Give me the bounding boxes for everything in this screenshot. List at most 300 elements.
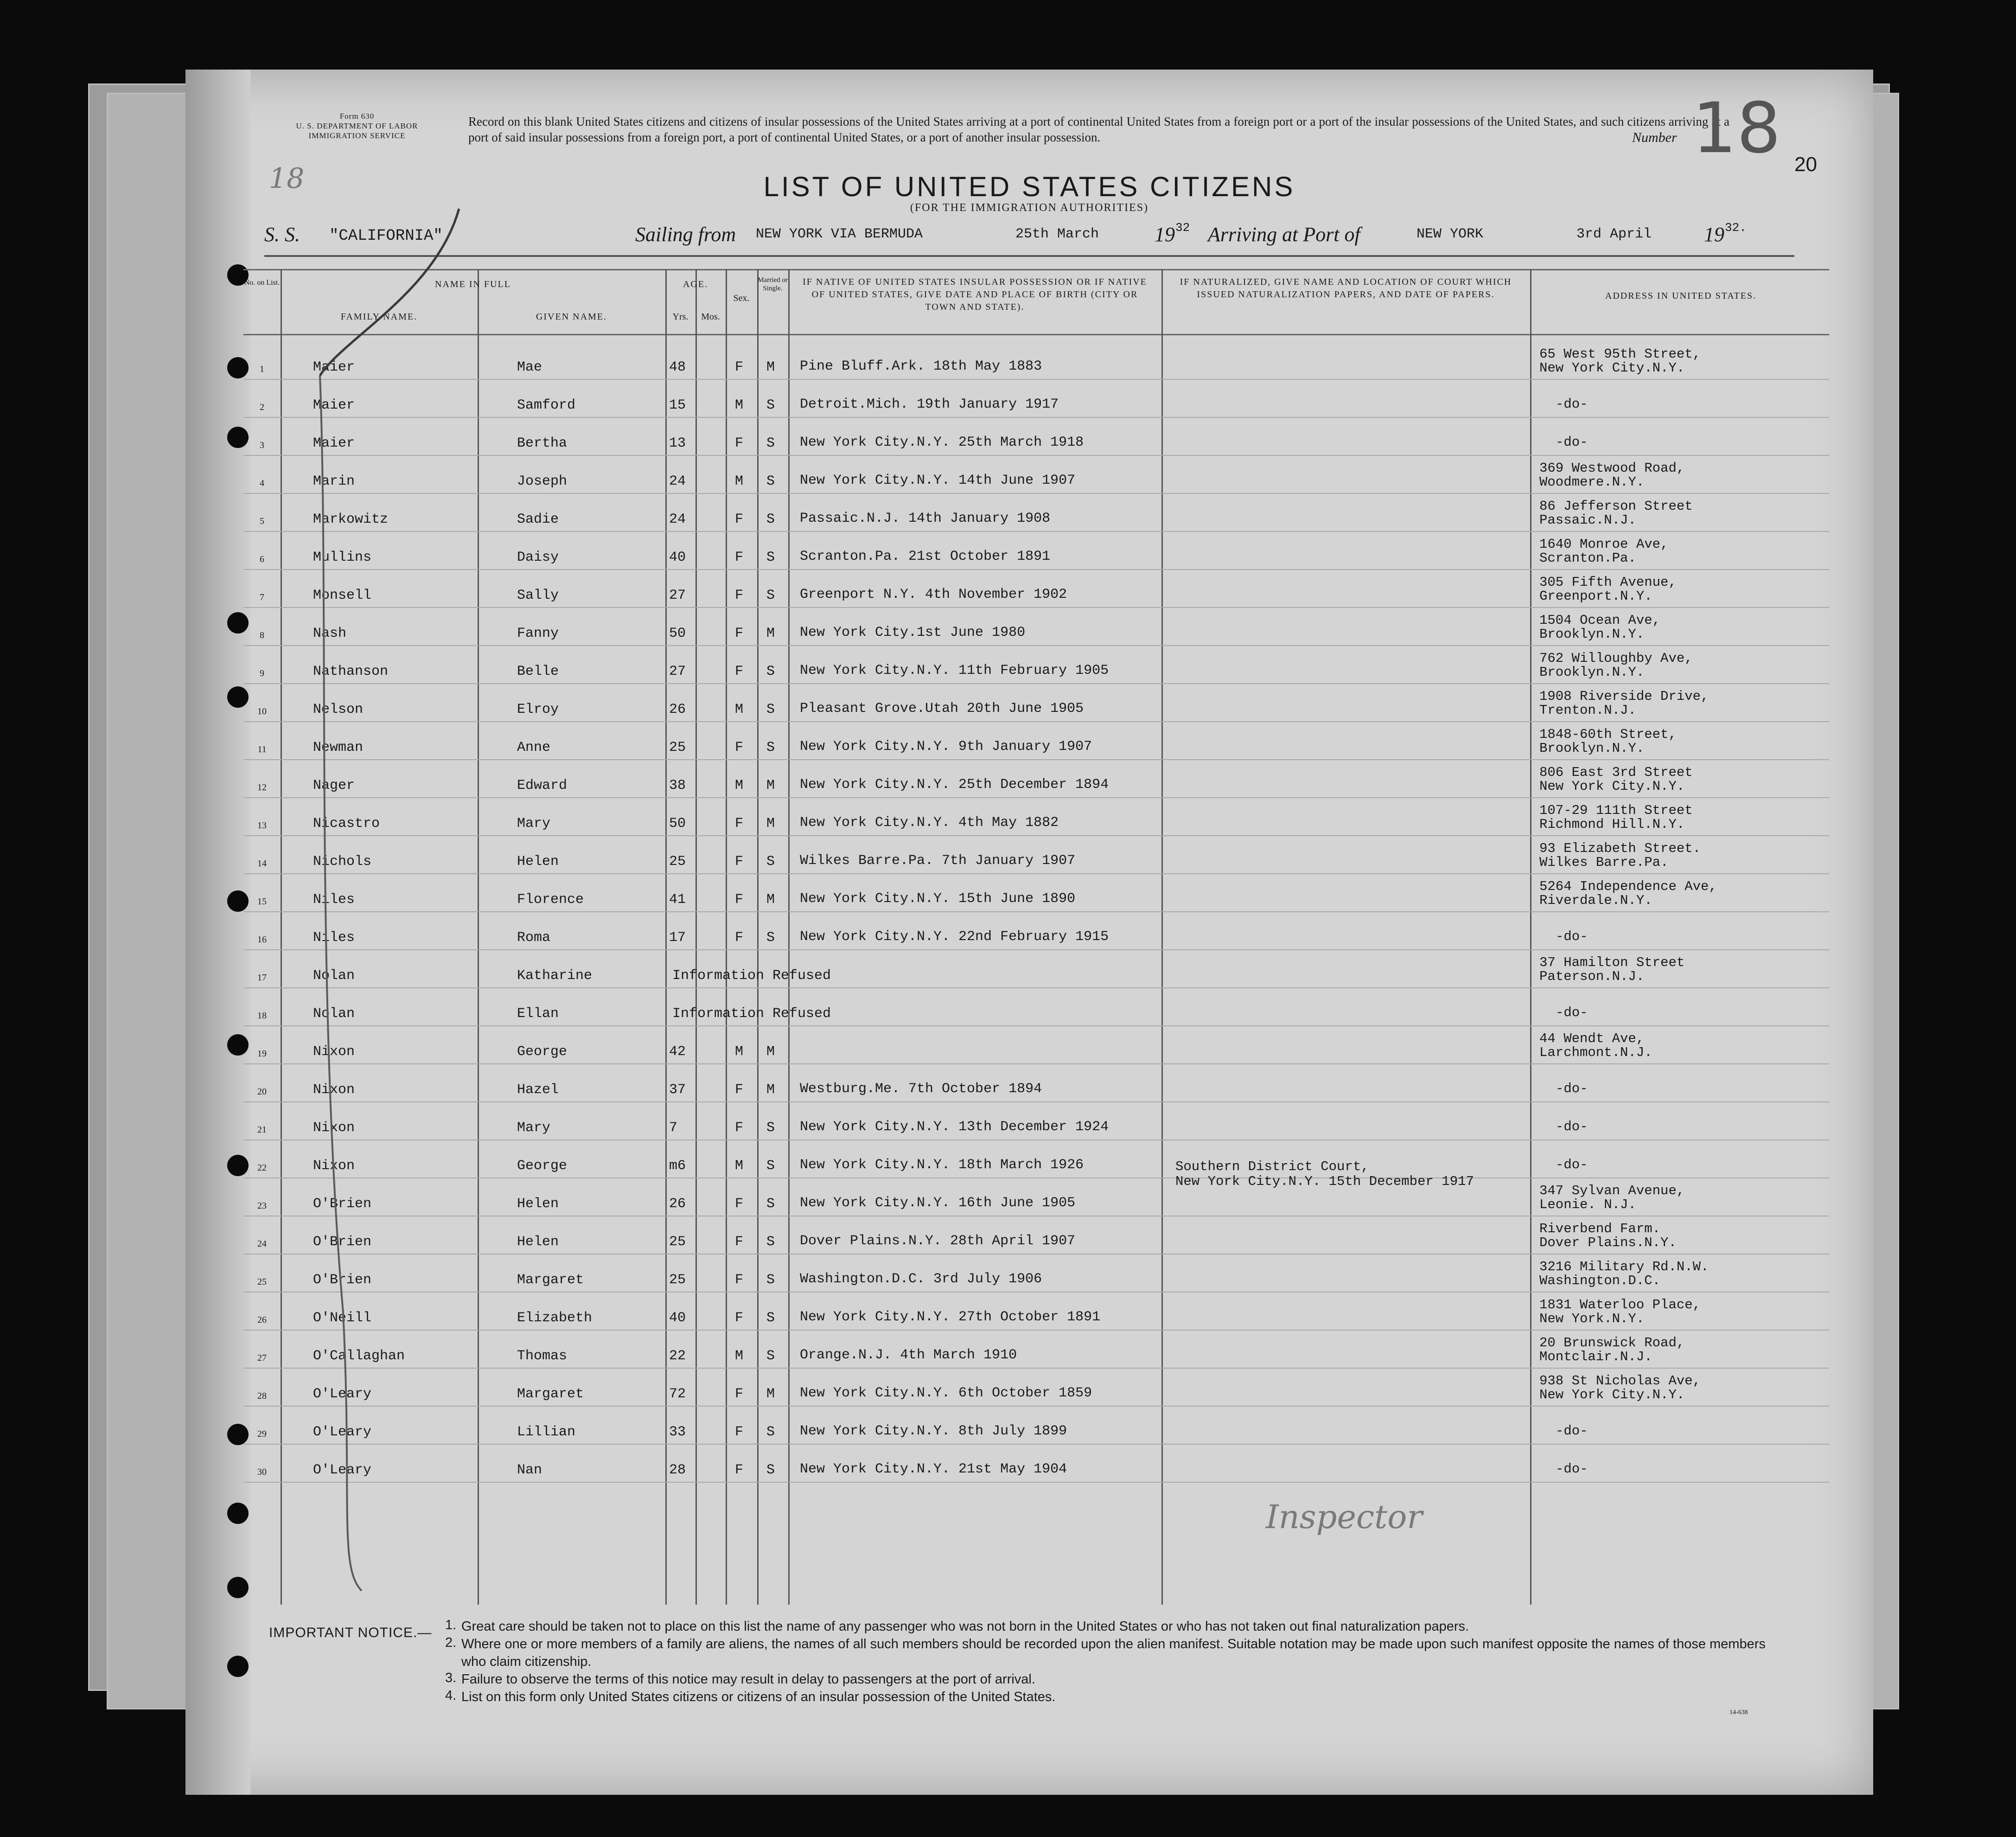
- sex-cell: F: [735, 1082, 744, 1098]
- given-name-cell: Helen: [517, 1234, 559, 1250]
- marital-status-cell: S: [766, 1120, 775, 1136]
- birth-place-date-cell: New York City.N.Y. 21st May 1904: [800, 1461, 1067, 1477]
- address-line-cell: 86 Jefferson Street: [1539, 499, 1693, 514]
- given-name-cell: Belle: [517, 664, 559, 679]
- given-name-cell: Florence: [517, 892, 584, 908]
- marital-status-cell: S: [766, 664, 775, 679]
- sex-cell: F: [735, 550, 744, 565]
- header-age: AGE.: [683, 279, 708, 289]
- marital-status-cell: S: [766, 702, 775, 717]
- family-name-cell: Nixon: [313, 1044, 355, 1060]
- family-name-cell: O'Brien: [313, 1272, 372, 1288]
- age-years-cell: 7: [669, 1120, 678, 1136]
- birth-place-date-cell: New York City.1st June 1980: [800, 625, 1026, 640]
- sex-cell: M: [735, 1348, 744, 1364]
- address-line-cell: 1504 Ocean Ave,: [1539, 613, 1661, 628]
- sex-cell: F: [735, 1234, 744, 1250]
- list-number-cell: 3: [260, 440, 264, 450]
- age-years-cell: 13: [669, 435, 686, 451]
- address-line-cell: 369 Westwood Road,: [1539, 461, 1685, 476]
- sex-cell: M: [735, 778, 744, 794]
- column-divider: [757, 269, 759, 1605]
- list-number: 18: [1692, 88, 1781, 169]
- address-ditto-cell: -do-: [1556, 1081, 1588, 1096]
- age-years-cell: 41: [669, 892, 686, 908]
- given-name-cell: Margaret: [517, 1272, 584, 1288]
- age-years-cell: 25: [669, 1234, 686, 1250]
- sex-cell: F: [735, 892, 744, 908]
- sex-cell: M: [735, 702, 744, 717]
- marital-status-cell: M: [766, 359, 775, 375]
- age-years-cell: 27: [669, 664, 686, 679]
- list-number-cell: 21: [257, 1125, 267, 1135]
- address-city-cell: New York.N.Y.: [1539, 1311, 1645, 1326]
- age-years-cell: 25: [669, 1272, 686, 1288]
- marital-status-cell: S: [766, 854, 775, 870]
- given-name-cell: Daisy: [517, 550, 559, 565]
- given-name-cell: George: [517, 1044, 568, 1060]
- given-name-cell: Sally: [517, 588, 559, 603]
- header-marital-status: Married or Single.: [758, 276, 788, 292]
- age-years-cell: 15: [669, 397, 686, 413]
- list-number-cell: 5: [260, 516, 264, 526]
- list-number-cell: 26: [257, 1315, 267, 1325]
- age-years-cell: 24: [669, 474, 686, 489]
- notice-item-text: Failure to observe the terms of this notice may result in delay to passengers at the port of arrival.: [461, 1672, 1035, 1687]
- punch-hole: [227, 1656, 249, 1677]
- list-number-cell: 10: [257, 706, 267, 717]
- header-months: Mos.: [701, 312, 720, 322]
- birth-place-date-cell: New York City.N.Y. 11th February 1905: [800, 663, 1109, 678]
- address-city-cell: Riverdale.N.Y.: [1539, 893, 1652, 908]
- number-label: Number: [1632, 130, 1677, 145]
- given-name-cell: Anne: [517, 740, 551, 755]
- page-subtitle: (FOR THE IMMIGRATION AUTHORITIES): [910, 202, 1149, 214]
- family-name-cell: Mullins: [313, 550, 372, 565]
- address-city-cell: Richmond Hill.N.Y.: [1539, 817, 1685, 832]
- marital-status-cell: S: [766, 740, 775, 755]
- family-name-cell: Nixon: [313, 1120, 355, 1136]
- page-edge: [185, 70, 250, 1795]
- address-city-cell: Montclair.N.J.: [1539, 1349, 1652, 1364]
- address-city-cell: New York City.N.Y.: [1539, 1387, 1685, 1402]
- naturalization-court-date: New York City.N.Y. 15th December 1917: [1175, 1174, 1474, 1189]
- address-line-cell: 5264 Independence Ave,: [1539, 879, 1717, 894]
- family-name-cell: O'Leary: [313, 1462, 372, 1478]
- sex-cell: F: [735, 1120, 744, 1136]
- age-years-cell: 25: [669, 740, 686, 755]
- sex-cell: M: [735, 397, 744, 413]
- address-city-cell: Washington.D.C.: [1539, 1273, 1661, 1288]
- list-number-cell: 2: [260, 402, 264, 412]
- family-name-cell: Nicastro: [313, 816, 380, 832]
- header-address: ADDRESS IN UNITED STATES.: [1605, 291, 1757, 301]
- given-name-cell: Sadie: [517, 512, 559, 527]
- given-name-cell: Helen: [517, 1196, 559, 1212]
- marital-status-cell: M: [766, 1044, 775, 1060]
- address-line-cell: 37 Hamilton Street: [1539, 955, 1685, 970]
- family-name-cell: Niles: [313, 892, 355, 908]
- given-name-cell: Margaret: [517, 1386, 584, 1402]
- column-divider: [665, 269, 667, 1605]
- address-line-cell: 1908 Riverside Drive,: [1539, 689, 1709, 704]
- notice-item-number: 2.: [445, 1635, 457, 1650]
- family-name-cell: Maier: [313, 435, 355, 451]
- sex-cell: F: [735, 664, 744, 679]
- list-number-cell: 25: [257, 1277, 267, 1287]
- address-ditto-cell: -do-: [1556, 1461, 1588, 1477]
- given-name-cell: Elizabeth: [517, 1310, 593, 1326]
- list-number-cell: 6: [260, 554, 264, 564]
- birth-place-date-cell: New York City.N.Y. 8th July 1899: [800, 1423, 1067, 1439]
- list-number-cell: 18: [257, 1011, 267, 1021]
- family-name-cell: O'Leary: [313, 1424, 372, 1440]
- marital-status-cell: S: [766, 1234, 775, 1250]
- sex-cell: F: [735, 1386, 744, 1402]
- address-city-cell: Leonie. N.J.: [1539, 1197, 1636, 1212]
- birth-place-date-cell: Wilkes Barre.Pa. 7th January 1907: [800, 853, 1076, 869]
- column-divider: [695, 269, 697, 1605]
- birth-place-date-cell: New York City.N.Y. 27th October 1891: [800, 1309, 1101, 1325]
- column-divider: [1530, 269, 1531, 1605]
- given-name-cell: Hazel: [517, 1082, 559, 1098]
- sex-cell: M: [735, 1044, 744, 1060]
- address-line-cell: 1640 Monroe Ave,: [1539, 537, 1669, 552]
- address-line-cell: 305 Fifth Avenue,: [1539, 575, 1677, 590]
- marital-status-cell: S: [766, 1424, 775, 1440]
- marital-status-cell: M: [766, 626, 775, 641]
- departure-date: 25th March: [1015, 226, 1099, 242]
- birth-place-date-cell: New York City.N.Y. 25th March 1918: [800, 435, 1084, 450]
- header-years: Yrs.: [672, 312, 689, 322]
- list-number-cell: 13: [257, 820, 267, 831]
- sex-cell: F: [735, 1310, 744, 1326]
- birth-place-date-cell: Orange.N.J. 4th March 1910: [800, 1347, 1017, 1363]
- address-city-cell: Brooklyn.N.Y.: [1539, 665, 1645, 680]
- marital-status-cell: M: [766, 892, 775, 908]
- birth-place-date-cell: Detroit.Mich. 19th January 1917: [800, 397, 1059, 412]
- ship-label: S. S.: [264, 223, 300, 246]
- family-name-cell: Maier: [313, 359, 355, 375]
- address-line-cell: 44 Wendt Ave,: [1539, 1031, 1645, 1046]
- given-name-cell: Ellan: [517, 1006, 559, 1022]
- address-city-cell: Greenport.N.Y.: [1539, 589, 1652, 604]
- age-years-cell: 40: [669, 550, 686, 565]
- age-years-cell: 40: [669, 1310, 686, 1326]
- list-number-cell: 27: [257, 1353, 267, 1363]
- column-divider: [1161, 269, 1163, 1605]
- notice-item-number: 4.: [445, 1688, 457, 1703]
- list-number-cell: 30: [257, 1467, 267, 1477]
- birth-place-date-cell: New York City.N.Y. 6th October 1859: [800, 1385, 1092, 1401]
- ship-name: "CALIFORNIA": [329, 227, 443, 245]
- list-number-cell: 14: [257, 858, 267, 869]
- address-line-cell: 762 Willoughby Ave,: [1539, 651, 1693, 666]
- family-name-cell: Marin: [313, 474, 355, 489]
- address-city-cell: Trenton.N.J.: [1539, 703, 1636, 718]
- marital-status-cell: S: [766, 588, 775, 603]
- birth-place-date-cell: New York City.N.Y. 18th March 1926: [800, 1157, 1084, 1173]
- age-years-cell: 22: [669, 1348, 686, 1364]
- given-name-cell: Mary: [517, 1120, 551, 1136]
- list-number-cell: 29: [257, 1429, 267, 1439]
- marital-status-cell: M: [766, 778, 775, 794]
- sex-cell: F: [735, 816, 744, 832]
- birth-place-date-cell: New York City.N.Y. 22nd February 1915: [800, 929, 1109, 945]
- sex-cell: F: [735, 435, 744, 451]
- birth-place-date-cell: Dover Plains.N.Y. 28th April 1907: [800, 1233, 1076, 1249]
- address-city-cell: Woodmere.N.Y.: [1539, 474, 1645, 490]
- sex-cell: F: [735, 854, 744, 870]
- family-name-cell: Nichols: [313, 854, 372, 870]
- age-years-cell: 38: [669, 778, 686, 794]
- marital-status-cell: S: [766, 397, 775, 413]
- address-ditto-cell: -do-: [1556, 1157, 1588, 1172]
- address-line-cell: 93 Elizabeth Street.: [1539, 841, 1701, 856]
- address-line-cell: 3216 Military Rd.N.W.: [1539, 1259, 1709, 1274]
- given-name-cell: Edward: [517, 778, 568, 794]
- marital-status-cell: M: [766, 1082, 775, 1098]
- address-ditto-cell: -do-: [1556, 929, 1588, 944]
- birth-place-date-cell: Pine Bluff.Ark. 18th May 1883: [800, 358, 1042, 374]
- birth-place-date-cell: Westburg.Me. 7th October 1894: [800, 1081, 1042, 1097]
- list-number-cell: 22: [257, 1163, 267, 1173]
- page-title: LIST OF UNITED STATES CITIZENS: [763, 171, 1295, 202]
- family-name-cell: O'Neill: [313, 1310, 372, 1326]
- address-city-cell: Larchmont.N.J.: [1539, 1045, 1652, 1060]
- list-number-cell: 12: [257, 782, 267, 793]
- age-refused-cell: Information Refused: [672, 1006, 831, 1022]
- age-years-cell: 48: [669, 359, 686, 375]
- family-name-cell: Nager: [313, 778, 355, 794]
- pencil-annotation: 18: [269, 162, 305, 195]
- birth-place-date-cell: New York City.N.Y. 9th January 1907: [800, 739, 1092, 755]
- age-refused-cell: Information Refused: [672, 968, 831, 984]
- given-name-cell: Mary: [517, 816, 551, 832]
- birth-place-date-cell: New York City.N.Y. 13th December 1924: [800, 1119, 1109, 1135]
- address-ditto-cell: -do-: [1556, 397, 1588, 412]
- family-name-cell: Nash: [313, 626, 347, 641]
- address-line-cell: 107-29 111th Street: [1539, 803, 1693, 818]
- age-years-cell: 37: [669, 1082, 686, 1098]
- family-name-cell: Nixon: [313, 1082, 355, 1098]
- pencil-check-marks: [260, 199, 491, 1637]
- age-years-cell: 50: [669, 816, 686, 832]
- marital-status-cell: S: [766, 474, 775, 489]
- page-number: 20: [1794, 153, 1817, 176]
- header-naturalization: IF NATURALIZED, GIVE NAME AND LOCATION OF COURT WHICH ISSUED NATURALIZATION PAPERS, AND DATE OF PAPERS.: [1180, 277, 1512, 300]
- marital-status-cell: S: [766, 1196, 775, 1212]
- header-birth: IF NATIVE OF UNITED STATES INSULAR POSSESSION OR IF NATIVE OF UNITED STATES, GIVE DATE AND PLACE OF BIRTH (CITY OR TOWN AND STATE).: [803, 277, 1147, 312]
- sex-cell: F: [735, 930, 744, 946]
- column-divider: [726, 269, 727, 1605]
- header-family-name: FAMILY NAME.: [340, 312, 418, 322]
- age-years-cell: 50: [669, 626, 686, 641]
- birth-place-date-cell: New York City.N.Y. 16th June 1905: [800, 1195, 1076, 1211]
- arrival-port: NEW YORK: [1416, 226, 1484, 242]
- family-name-cell: Nolan: [313, 968, 355, 984]
- given-name-cell: Katharine: [517, 968, 593, 984]
- address-ditto-cell: -do-: [1556, 1119, 1588, 1134]
- age-years-cell: 17: [669, 930, 686, 946]
- address-ditto-cell: -do-: [1556, 1423, 1588, 1439]
- address-city-cell: Scranton.Pa.: [1539, 550, 1636, 566]
- sex-cell: M: [735, 474, 744, 489]
- list-number-cell: 28: [257, 1391, 267, 1401]
- address-city-cell: Brooklyn.N.Y.: [1539, 741, 1645, 756]
- family-name-cell: Nixon: [313, 1158, 355, 1174]
- sex-cell: F: [735, 626, 744, 641]
- address-line-cell: 347 Sylvan Avenue,: [1539, 1183, 1685, 1198]
- birth-place-date-cell: Passaic.N.J. 14th January 1908: [800, 511, 1051, 526]
- birth-place-date-cell: Greenport N.Y. 4th November 1902: [800, 587, 1067, 602]
- address-city-cell: New York City.N.Y.: [1539, 779, 1685, 794]
- given-name-cell: Elroy: [517, 702, 559, 717]
- age-years-cell: 33: [669, 1424, 686, 1440]
- birth-place-date-cell: New York City.N.Y. 25th December 1894: [800, 777, 1109, 793]
- list-number-cell: 9: [260, 668, 264, 678]
- departure-year-prefix: 19: [1155, 223, 1175, 246]
- header-sex: Sex.: [733, 293, 750, 303]
- list-number-cell: 1: [260, 364, 264, 374]
- sex-cell: F: [735, 1272, 744, 1288]
- given-name-cell: Samford: [517, 397, 576, 413]
- form-code: 14-638: [1729, 1709, 1748, 1716]
- sex-cell: F: [735, 512, 744, 527]
- age-years-cell: 28: [669, 1462, 686, 1478]
- address-city-cell: Passaic.N.J.: [1539, 512, 1636, 528]
- naturalization-court: Southern District Court,: [1175, 1159, 1369, 1174]
- list-number-cell: 15: [257, 896, 267, 907]
- marital-status-cell: S: [766, 435, 775, 451]
- address-city-cell: Wilkes Barre.Pa.: [1539, 855, 1669, 870]
- address-city-cell: Brooklyn.N.Y.: [1539, 627, 1645, 642]
- list-number-cell: 19: [257, 1049, 267, 1059]
- age-years-cell: m6: [669, 1158, 686, 1174]
- given-name-cell: Fanny: [517, 626, 559, 641]
- marital-status-cell: M: [766, 1386, 775, 1402]
- age-years-cell: 42: [669, 1044, 686, 1060]
- family-name-cell: Niles: [313, 930, 355, 946]
- birth-place-date-cell: New York City.N.Y. 14th June 1907: [800, 473, 1076, 488]
- given-name-cell: Nan: [517, 1462, 542, 1478]
- family-name-cell: O'Leary: [313, 1386, 372, 1402]
- departure-port: NEW YORK VIA BERMUDA: [756, 226, 923, 242]
- given-name-cell: Bertha: [517, 435, 568, 451]
- sex-cell: F: [735, 588, 744, 603]
- list-number-cell: 24: [257, 1239, 267, 1249]
- list-number-cell: 11: [257, 744, 267, 755]
- header-rule: [264, 255, 1794, 257]
- address-city-cell: New York City.N.Y.: [1539, 360, 1685, 376]
- age-years-cell: 26: [669, 1196, 686, 1212]
- inspector-signature: Inspector: [1266, 1498, 1423, 1536]
- arriving-label: Arriving at Port of: [1208, 223, 1360, 246]
- family-name-cell: Maier: [313, 397, 355, 413]
- address-line-cell: 1831 Waterloo Place,: [1539, 1297, 1701, 1312]
- age-years-cell: 72: [669, 1386, 686, 1402]
- list-number-cell: 7: [260, 592, 264, 602]
- arrival-date: 3rd April: [1576, 226, 1652, 242]
- address-city-cell: Dover Plains.N.Y.: [1539, 1235, 1677, 1250]
- notice-item-text: Great care should be taken not to place on this list the name of any passenger who was not born in the United States or who has not taken out final naturalization papers.: [461, 1619, 1469, 1634]
- family-name-cell: O'Callaghan: [313, 1348, 405, 1364]
- given-name-cell: George: [517, 1158, 568, 1174]
- list-number-cell: 16: [257, 935, 267, 945]
- address-city-cell: Paterson.N.J.: [1539, 969, 1645, 984]
- header-list-number: No. on List.: [244, 279, 280, 287]
- family-name-cell: Newman: [313, 740, 364, 755]
- address-line-cell: 1848-60th Street,: [1539, 727, 1677, 742]
- family-name-cell: Nelson: [313, 702, 364, 717]
- sex-cell: F: [735, 359, 744, 375]
- birth-place-date-cell: Pleasant Grove.Utah 20th June 1905: [800, 701, 1084, 717]
- address-line-cell: 20 Brunswick Road,: [1539, 1335, 1685, 1351]
- notice-label: IMPORTANT NOTICE.—: [269, 1625, 432, 1640]
- form-identifier: [269, 111, 445, 141]
- age-years-cell: 24: [669, 512, 686, 527]
- marital-status-cell: S: [766, 1272, 775, 1288]
- birth-place-date-cell: Scranton.Pa. 21st October 1891: [800, 549, 1051, 564]
- age-years-cell: 25: [669, 854, 686, 870]
- column-divider: [788, 269, 790, 1605]
- arrival-year-prefix: 19: [1704, 223, 1724, 246]
- marital-status-cell: S: [766, 1310, 775, 1326]
- marital-status-cell: S: [766, 550, 775, 565]
- marital-status-cell: M: [766, 816, 775, 832]
- sailing-from-label: Sailing from: [635, 223, 736, 246]
- departure-year: 32: [1175, 221, 1190, 235]
- list-number-cell: 23: [257, 1201, 267, 1211]
- intro-instructions: Record on this blank United States citizens and citizens of insular possessions of the United States arriving at a port of continental United States from a foreign port or a port of the insular possessions of the United States, and such citizens arriving at a port of said insular possessions from a foreign port, a port of continental United States, or a port of another insular possession.: [468, 115, 1729, 144]
- list-number-cell: 8: [260, 630, 264, 640]
- family-name-cell: Nolan: [313, 1006, 355, 1022]
- address-line-cell: 65 West 95th Street,: [1539, 346, 1701, 362]
- notice-item-text: Where one or more members of a family are aliens, the names of all such members should be recorded upon the alien manifest. Suitable notation may be made upon such manifest opposite the names of those members who claim citizenship.: [461, 1637, 1766, 1669]
- family-name-cell: Nathanson: [313, 664, 389, 679]
- sex-cell: M: [735, 1158, 744, 1174]
- service-name: IMMIGRATION SERVICE: [308, 131, 406, 140]
- sex-cell: F: [735, 740, 744, 755]
- address-line-cell: Riverbend Farm.: [1539, 1221, 1661, 1236]
- list-number-cell: 20: [257, 1087, 267, 1097]
- family-name-cell: O'Brien: [313, 1234, 372, 1250]
- given-name-cell: Roma: [517, 930, 551, 946]
- given-name-cell: Helen: [517, 854, 559, 870]
- address-line-cell: 806 East 3rd Street: [1539, 765, 1693, 780]
- list-number-cell: 17: [257, 973, 267, 983]
- manifest-page: [185, 70, 1873, 1795]
- given-name-cell: Joseph: [517, 474, 568, 489]
- given-name-cell: Lillian: [517, 1424, 576, 1440]
- marital-status-cell: S: [766, 1348, 775, 1364]
- address-line-cell: 938 St Nicholas Ave,: [1539, 1373, 1701, 1389]
- age-years-cell: 27: [669, 588, 686, 603]
- address-ditto-cell: -do-: [1556, 435, 1588, 450]
- form-number: Form 630: [339, 112, 375, 121]
- given-name-cell: Mae: [517, 359, 542, 375]
- marital-status-cell: S: [766, 512, 775, 527]
- sex-cell: F: [735, 1424, 744, 1440]
- header-name-in-full: NAME IN FULL: [435, 279, 511, 289]
- birth-place-date-cell: New York City.N.Y. 15th June 1890: [800, 891, 1076, 907]
- family-name-cell: Markowitz: [313, 512, 389, 527]
- age-years-cell: 26: [669, 702, 686, 717]
- list-number-cell: 4: [260, 478, 264, 488]
- sex-cell: F: [735, 1462, 744, 1478]
- notice-item-number: 1.: [445, 1618, 457, 1632]
- header-given-name: GIVEN NAME.: [536, 312, 607, 322]
